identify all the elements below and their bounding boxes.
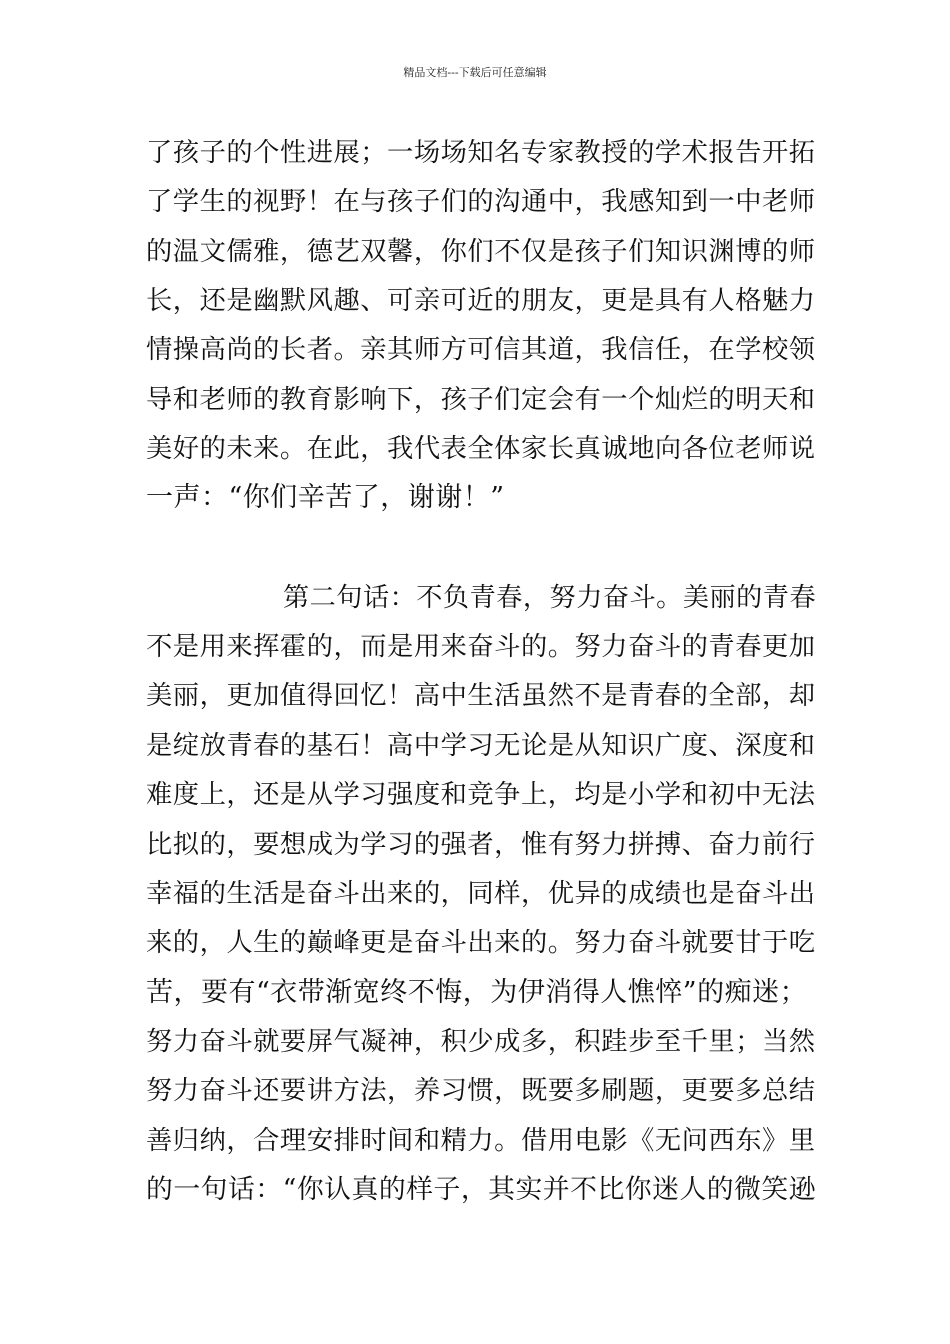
text-line: 善归纳，合理安排时间和精力。借用电影《无问西东》里 <box>146 1126 816 1156</box>
text-line: 美丽，更加值得回忆！高中生活虽然不是青春的全部，却 <box>146 681 816 711</box>
text-line: 情操高尚的长者。亲其师方可信其道，我信任，在学校领 <box>146 335 816 365</box>
text-line: 难度上，还是从学习强度和竞争上，均是小学和初中无法 <box>146 780 816 810</box>
text-line: 不是用来挥霍的，而是用来奋斗的。努力奋斗的青春更加 <box>146 632 816 662</box>
text-line: 的一句话：“你认真的样子，其实并不比你迷人的微笑逊 <box>146 1174 817 1205</box>
text-line: 长，还是幽默风趣、可亲可近的朋友，更是具有人格魅力 <box>146 286 816 316</box>
text-line: 了学生的视野！在与孩子们的沟通中，我感知到一中老师 <box>146 187 816 217</box>
text-line: 了孩子的个性进展；一场场知名专家教授的学术报告开拓 <box>146 138 816 168</box>
text-line: 来的，人生的巅峰更是奋斗出来的。努力奋斗就要甘于吃 <box>146 928 816 958</box>
text-line: 是绽放青春的基石！高中学习无论是从知识广度、深度和 <box>146 731 816 761</box>
text-line: 努力奋斗还要讲方法，养习惯，既要多刷题，更要多总结 <box>146 1076 816 1106</box>
page-header: 精品文档---下载后可任意编辑 <box>403 66 547 79</box>
text-line: 第二句话：不负青春，努力奋斗。美丽的青春 <box>283 583 817 613</box>
text-line: 的温文儒雅，德艺双馨，你们不仅是孩子们知识渊博的师 <box>146 237 816 267</box>
text-line: 苦，要有“衣带渐宽终不悔，为伊消得人憔悴”的痴迷； <box>146 977 808 1008</box>
text-line: 比拟的，要想成为学习的强者，惟有努力拼搏、奋力前行 <box>146 830 816 860</box>
text-line: 美好的未来。在此，我代表全体家长真诚地向各位老师说 <box>146 434 816 464</box>
text-line: 一声：“你们辛苦了，谢谢！” <box>146 482 505 513</box>
text-line: 导和老师的教育影响下，孩子们定会有一个灿烂的明天和 <box>146 385 816 415</box>
text-line: 幸福的生活是奋斗出来的，同样，优异的成绩也是奋斗出 <box>146 879 816 909</box>
text-line: 努力奋斗就要屏气凝神，积少成多，积跬步至千里；当然 <box>146 1027 816 1057</box>
